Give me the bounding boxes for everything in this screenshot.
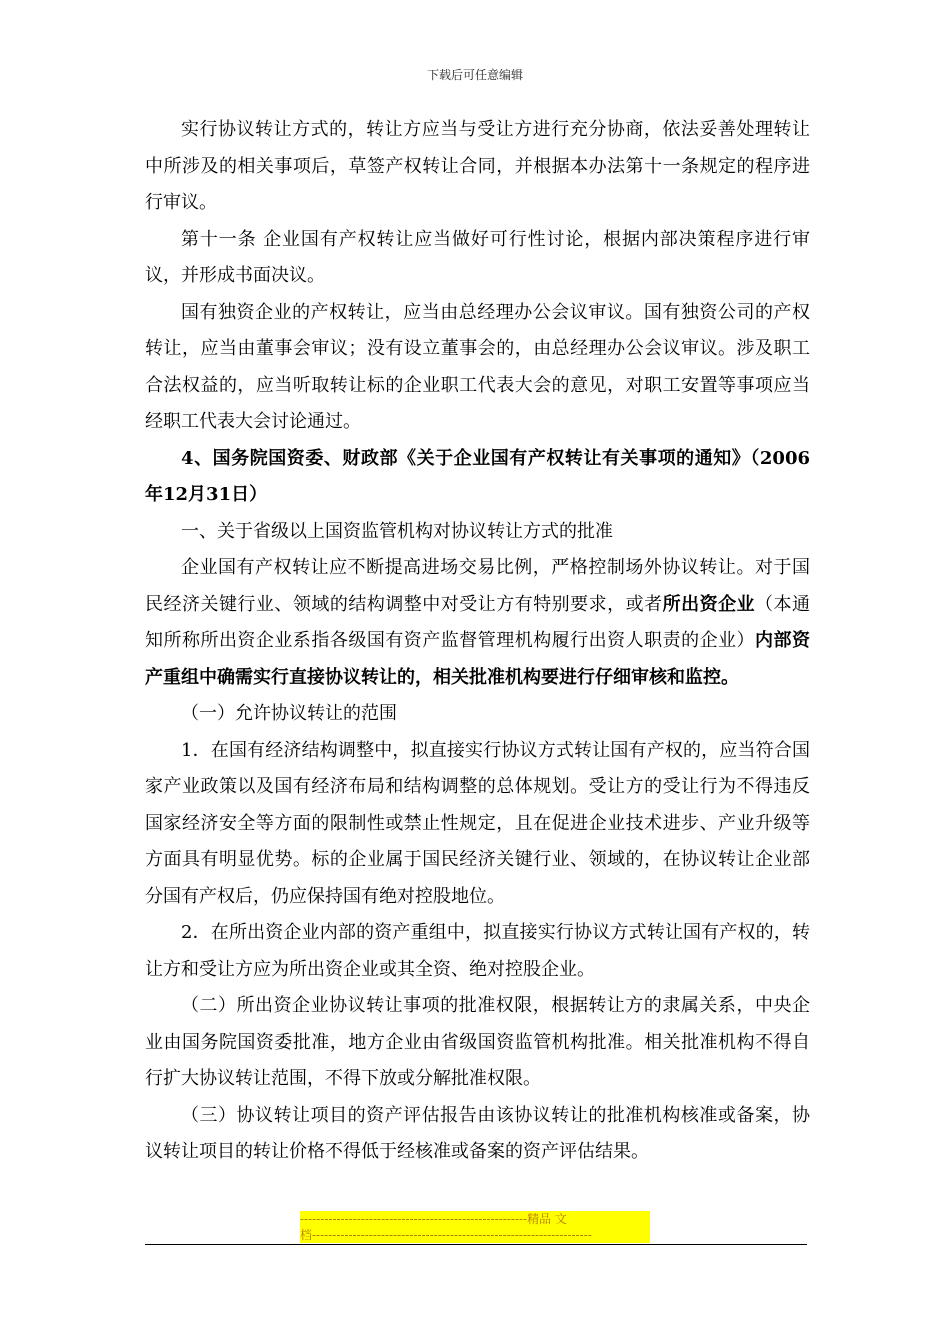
paragraph-6-text-a: 企业国有产权转让应不断提高进场交易比例，严格控制场外协议转让。对于国民经济关键行业、领域的结构调整中对受让方有特别要求，或者 bbox=[145, 557, 810, 615]
paragraph-6-text-c: （本通知所称所出资企业系指各级国有资产监督管理机构履行出资人职责的企业） bbox=[145, 593, 811, 651]
footer-watermark bbox=[300, 1211, 650, 1243]
paragraph-1: 实行协议转让方式的，转让方应当与受让方进行充分协商，依法妥善处理转让中所涉及的相关事项后，草签产权转让合同，并根据本办法第十一条规定的程序进行审议。 bbox=[145, 119, 810, 213]
paragraph-approval-authority: （二）所出资企业协议转让事项的批准权限，根据转让方的隶属关系，中央企业由国务院国资委批准，地方企业由省级国资监管机构批准。相关批准机构不得自行扩大协议转让范围，不得下放或分解批准权限。 bbox=[145, 995, 810, 1089]
footer-line-2: 档--------------------------------------------------------------------- bbox=[300, 1228, 592, 1242]
paragraph-item-1: 1．在国有经济结构调整中，拟直接实行协议方式转让国有产权的，应当符合国家产业政策以及国有经济布局和结构调整的总体规划。受让方的受让行为不得违反国家经济安全等方面的限制性或禁止性规定，且在促进企业技术进步、产业升级等方面具有明显优势。标的企业属于国民经济关键行业、领域的，在协议转让企业部分国有产权后，仍应保持国有绝对控股地位。 bbox=[145, 739, 810, 907]
paragraph-3: 国有独资企业的产权转让，应当由总经理办公会议审议。国有独资公司的产权转让，应当由董事会审议；没有设立董事会的，由总经理办公会议审议。涉及职工合法权益的，应当听取转让标的企业职工代表大会的意见，对职工安置等事项应当经职工代表大会讨论通过。 bbox=[145, 301, 810, 432]
subheading-approval: 一、关于省级以上国资监管机构对协议转让方式的批准 bbox=[181, 520, 613, 542]
paragraph-6-bold-text: 内部资产重组中确需实行直接协议转让的，相关批准机构要进行仔细审核和监控。 bbox=[145, 630, 811, 688]
paragraph-article-11: 第十一条 企业国有产权转让应当做好可行性讨论，根据内部决策程序进行审议，并形成书面决议。 bbox=[145, 228, 810, 286]
subheading-scope: （一）允许协议转让的范围 bbox=[181, 703, 397, 724]
paragraph-6 bbox=[145, 550, 810, 696]
section-heading-notice: 4、国务院国资委、财政部《关于企业国有产权转让有关事项的通知》（2006年12月31日） bbox=[145, 447, 810, 505]
paragraph-item-2: 2．在所出资企业内部的资产重组中，拟直接实行协议方式转让国有产权的，转让方和受让方应为所出资企业或其全资、绝对控股企业。 bbox=[145, 922, 810, 980]
paragraph-6-bold-term: 所出资企业 bbox=[662, 593, 756, 615]
footer-divider bbox=[145, 1244, 807, 1245]
footer-line-1: --------------------------------------------------------精品 文 bbox=[300, 1212, 567, 1226]
paragraph-asset-evaluation: （三）协议转让项目的资产评估报告由该协议转让的批准机构核准或备案，协议转让项目的转让价格不得低于经核准或备案的资产评估结果。 bbox=[145, 1104, 810, 1162]
header-note: 下载后可任意编辑 bbox=[426, 68, 523, 82]
document-body bbox=[145, 112, 810, 1171]
